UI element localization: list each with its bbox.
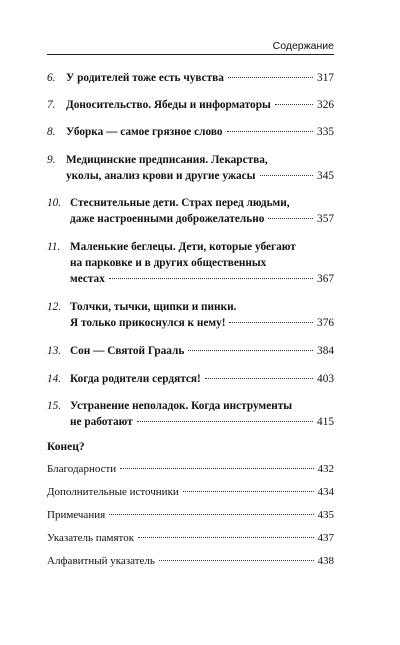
chapter-title: У родителей тоже есть чувства bbox=[66, 72, 224, 84]
dot-leader bbox=[138, 537, 313, 538]
dot-leader bbox=[159, 560, 314, 561]
toc-entry-14[interactable] bbox=[47, 371, 334, 387]
chapter-title-continued: уколы, анализ крови и другие ужасы bbox=[66, 170, 256, 182]
chapter-title: Медицинские предписания. Лекарства, bbox=[66, 154, 268, 166]
chapter-number: 14. bbox=[47, 373, 62, 385]
page-number: 434 bbox=[317, 486, 334, 498]
dot-leader bbox=[260, 175, 314, 176]
toc-entry-10[interactable] bbox=[47, 195, 334, 227]
page-number: 415 bbox=[317, 416, 334, 428]
page-number: 345 bbox=[317, 170, 334, 182]
chapter-title: Когда родители сердятся! bbox=[70, 373, 201, 385]
toc-entry-15[interactable] bbox=[47, 398, 334, 430]
chapter-number: 10. bbox=[47, 197, 62, 209]
page-number: 432 bbox=[317, 463, 334, 475]
chapter-number: 15. bbox=[47, 400, 62, 412]
dot-leader bbox=[183, 491, 314, 492]
dot-leader bbox=[137, 421, 313, 422]
toc-entry-8[interactable] bbox=[47, 124, 334, 140]
toc-entry-notes[interactable] bbox=[47, 508, 334, 523]
chapter-title: Уборка — самое грязное слово bbox=[66, 126, 223, 138]
entry-title: Алфавитный указатель bbox=[47, 555, 155, 567]
dot-leader bbox=[109, 514, 313, 515]
chapter-title-continued: даже настроенными доброжелательно bbox=[70, 213, 265, 225]
dot-leader bbox=[205, 378, 313, 379]
chapter-title: Сон — Святой Грааль bbox=[70, 345, 185, 357]
chapter-title: Стеснительные дети. Страх перед людьми, bbox=[70, 197, 290, 209]
entry-title: Указатель памяток bbox=[47, 532, 135, 544]
chapter-title: Маленькие беглецы. Дети, которые убегают bbox=[70, 241, 296, 253]
page-number: 357 bbox=[317, 213, 334, 225]
dot-leader bbox=[120, 468, 313, 469]
page-number: 437 bbox=[317, 532, 334, 544]
dot-leader bbox=[109, 278, 313, 279]
running-head-title: Содержание bbox=[269, 40, 334, 52]
chapter-number: 6. bbox=[47, 72, 56, 84]
chapter-title-continued: не работают bbox=[70, 416, 133, 428]
running-head bbox=[47, 40, 334, 55]
chapter-title-continued: местах bbox=[70, 273, 105, 285]
chapter-title: Доносительство. Ябеды и информаторы bbox=[66, 99, 271, 111]
chapter-title: Устранение неполадок. Когда инструменты bbox=[70, 400, 293, 412]
toc-entry-memo-index[interactable] bbox=[47, 531, 334, 546]
page-number: 376 bbox=[317, 317, 334, 329]
page-number: 326 bbox=[317, 99, 334, 111]
page-number: 335 bbox=[317, 126, 334, 138]
toc-entry-7[interactable] bbox=[47, 97, 334, 113]
page-number: 317 bbox=[317, 72, 334, 84]
chapter-number: 8. bbox=[47, 126, 56, 138]
toc-entry-9[interactable] bbox=[47, 152, 334, 184]
dot-leader bbox=[268, 218, 313, 219]
chapter-number: 12. bbox=[47, 301, 62, 313]
toc-entry-6[interactable] bbox=[47, 70, 334, 86]
page-number: 438 bbox=[317, 555, 334, 567]
chapter-title-continued: Я только прикоснулся к нему! bbox=[70, 317, 226, 329]
toc-entry-13[interactable] bbox=[47, 343, 334, 359]
chapter-title-continued: на парковке и в других общественных bbox=[70, 257, 267, 269]
chapter-number: 7. bbox=[47, 99, 56, 111]
page-number: 367 bbox=[317, 273, 334, 285]
dot-leader bbox=[188, 350, 313, 351]
chapter-number: 11. bbox=[47, 241, 61, 253]
dot-leader bbox=[227, 131, 314, 132]
entry-title: Благодарности bbox=[47, 463, 117, 475]
toc-entry-12[interactable] bbox=[47, 299, 334, 331]
dot-leader bbox=[229, 322, 313, 323]
toc-entry-11[interactable] bbox=[47, 239, 334, 287]
chapter-number: 9. bbox=[47, 154, 56, 166]
entry-title: Примечания bbox=[47, 509, 106, 521]
section-heading: Конец? bbox=[47, 441, 85, 453]
toc-entry-acknowledgements[interactable] bbox=[47, 462, 334, 477]
toc-entry-additional-sources[interactable] bbox=[47, 485, 334, 500]
dot-leader bbox=[275, 104, 313, 105]
chapter-number: 13. bbox=[47, 345, 62, 357]
dot-leader bbox=[228, 77, 313, 78]
page-number: 403 bbox=[317, 373, 334, 385]
entry-title: Дополнительные источники bbox=[47, 486, 179, 498]
page-number: 435 bbox=[317, 509, 334, 521]
chapter-title: Толчки, тычки, щипки и пинки. bbox=[70, 301, 237, 313]
page-number: 384 bbox=[317, 345, 334, 357]
toc-entry-alphabetical-index[interactable] bbox=[47, 554, 334, 569]
